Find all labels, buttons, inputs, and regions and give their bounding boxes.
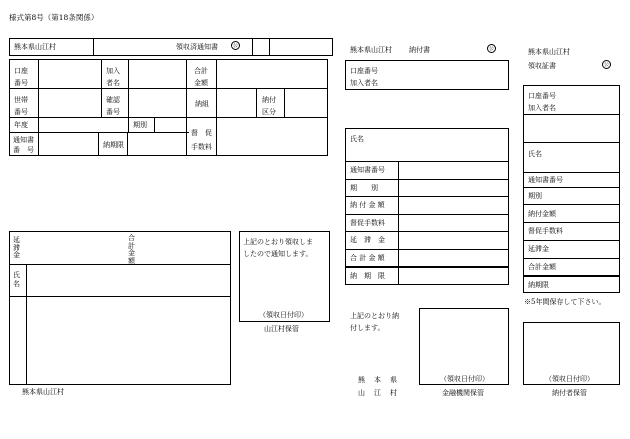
cert-row-label: 合計金額	[528, 263, 556, 271]
slip-pref: 熊 本 県	[358, 376, 398, 384]
cert-account-labels: 口座番号 加入者名	[528, 92, 556, 112]
slip-row-label: 納 付 金 額	[350, 201, 385, 209]
slip-title: 納付書	[409, 46, 430, 54]
label-fiscal-year: 年度	[14, 121, 28, 129]
slip-row-label: 合 計 金 額	[350, 254, 385, 262]
cert-receipt-stamp: （領収日付印）	[545, 375, 594, 383]
label-late-fee: 延 滞 金	[13, 236, 20, 259]
cert-retention-note: ※5年間保存して下さい。	[524, 298, 606, 306]
label-deadline: 納期限	[103, 141, 124, 149]
slip-issuer: 熊本県山江村	[350, 46, 392, 54]
notice-check-box[interactable]	[252, 38, 270, 56]
slip-row-label: 通知書番号	[350, 166, 385, 174]
cert-row-label: 期別	[528, 192, 542, 200]
notice-info-grid	[9, 59, 328, 156]
notice-receipt-stamp: （領収日付印）	[259, 311, 308, 319]
notice-detail-box	[9, 231, 231, 385]
label-notice-no: 通知書 番 号	[13, 136, 34, 154]
label-name: 氏 名	[13, 271, 20, 288]
label-reminder-fee: 督 促 手数料	[191, 129, 212, 151]
cert-row-label: 納期限	[528, 281, 549, 289]
notice-title: 領収済通知書	[176, 43, 218, 51]
slip-account-labels: 口座番号 加入者名	[350, 67, 378, 87]
slip-seal-icon: 公	[488, 46, 494, 52]
cert-seal-icon: 公	[603, 62, 609, 68]
notice-note: 上記のとおり領収しま したので通知します。	[243, 238, 313, 258]
slip-name-label: 氏名	[350, 135, 364, 143]
cert-row-label: 督促手数料	[528, 227, 563, 235]
label-payment-group: 納組	[195, 100, 209, 108]
slip-row-label: 期 別	[350, 184, 378, 192]
cert-title: 領収証書	[528, 62, 556, 70]
cert-row-label: 納付金額	[528, 210, 556, 218]
label-period: 期別	[133, 121, 147, 129]
label-total: 合計 金額	[194, 67, 208, 87]
slip-row-label: 納 期 限	[350, 272, 385, 280]
label-total-amount: 合 計 金 額	[128, 234, 135, 265]
label-subscriber: 加入 者名	[106, 67, 120, 87]
notice-custodian: 山江村保管	[264, 325, 299, 333]
notice-footer-issuer: 熊本県山江村	[22, 388, 64, 396]
label-confirm-no: 確認 番号	[106, 96, 120, 116]
official-seal-icon: 公	[232, 43, 238, 49]
notice-title-strip	[9, 38, 333, 56]
cert-row-label: 通知書番号	[528, 176, 563, 184]
cert-name-label: 氏名	[528, 150, 542, 158]
form-title: 様式第8号（第18条関係）	[9, 13, 99, 22]
slip-note: 上記のとおり納 付します。	[350, 312, 399, 332]
slip-receipt-stamp: （領収日付印）	[440, 375, 489, 383]
label-account-no: 口座 番号	[14, 67, 28, 87]
slip-custodian: 金融機関保管	[442, 389, 484, 397]
label-household-no: 世帯 番号	[14, 96, 28, 116]
cert-custodian: 納付者保管	[552, 389, 587, 397]
slip-village: 山 江 村	[358, 389, 398, 397]
cert-issuer: 熊本県山江村	[528, 48, 570, 56]
slip-stamp-area	[419, 308, 509, 385]
label-payment-type: 納付 区分	[262, 96, 276, 116]
cert-row-label: 延滞金	[528, 245, 549, 253]
slip-row-label: 延 滞 金	[350, 236, 385, 244]
notice-issuer: 熊本県山江村	[14, 43, 56, 51]
slip-row-label: 督促手数料	[350, 219, 385, 227]
